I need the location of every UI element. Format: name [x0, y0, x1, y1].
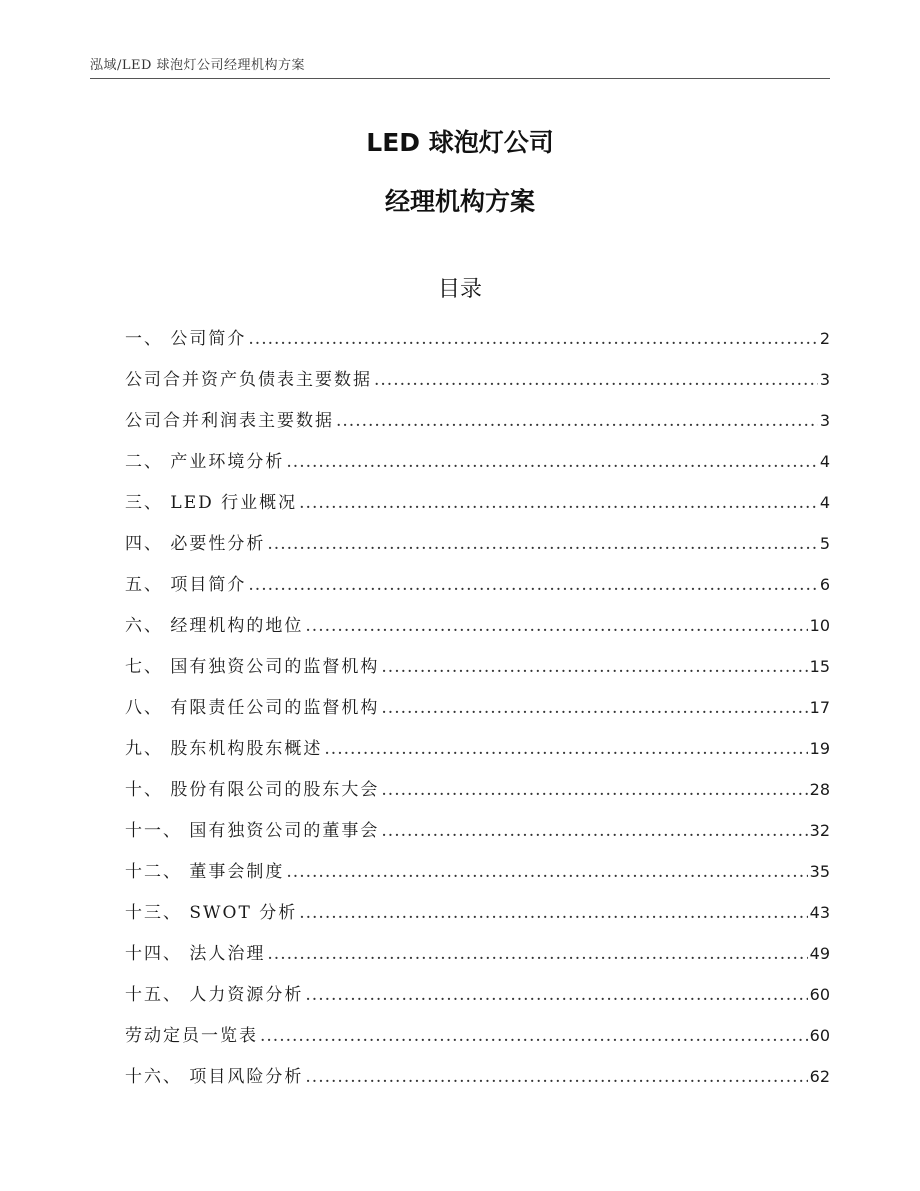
toc-entry-label: 五、 项目简介: [125, 575, 247, 595]
toc-entry[interactable]: [125, 816, 830, 857]
toc-entry-label: 八、 有限责任公司的监督机构: [125, 698, 380, 718]
header-divider: [90, 78, 830, 79]
toc-leader-dots: [267, 944, 807, 964]
toc-entry-page: 60: [809, 1026, 830, 1045]
toc-entry-label: 十二、 董事会制度: [125, 862, 285, 882]
toc-entry-label: 十四、 法人治理: [125, 944, 266, 964]
toc-entry-label: 公司合并资产负债表主要数据: [125, 370, 372, 390]
toc-leader-dots: [305, 1067, 807, 1087]
running-header: 泓域/LED 球泡灯公司经理机构方案: [90, 58, 306, 73]
toc-entry[interactable]: [125, 898, 830, 939]
toc-entry-page: 6: [819, 575, 830, 594]
toc-leader-dots: [260, 1026, 808, 1046]
toc-entry[interactable]: [125, 775, 830, 816]
toc-entry-label: 四、 必要性分析: [125, 534, 266, 554]
toc-entry-page: 32: [809, 821, 830, 840]
table-of-contents: [125, 324, 830, 1103]
toc-entry[interactable]: [125, 734, 830, 775]
toc-entry-label: 十五、 人力资源分析: [125, 985, 304, 1005]
toc-entry-label: 十一、 国有独资公司的董事会: [125, 821, 380, 841]
toc-entry-label: 劳动定员一览表: [125, 1026, 258, 1046]
toc-entry-label: 十六、 项目风险分析: [125, 1067, 304, 1087]
toc-entry-page: 4: [819, 452, 830, 471]
toc-entry-page: 3: [819, 411, 830, 430]
toc-entry-label: 二、 产业环境分析: [125, 452, 285, 472]
toc-leader-dots: [286, 862, 807, 882]
toc-entry-page: 60: [809, 985, 830, 1004]
toc-entry-page: 28: [809, 780, 830, 799]
toc-entry[interactable]: [125, 488, 830, 529]
toc-entry[interactable]: [125, 406, 830, 447]
toc-entry[interactable]: [125, 570, 830, 611]
toc-entry-page: 4: [819, 493, 830, 512]
toc-entry-page: 5: [819, 534, 830, 553]
toc-entry[interactable]: [125, 1062, 830, 1103]
toc-entry[interactable]: [125, 693, 830, 734]
toc-leader-dots: [324, 739, 807, 759]
toc-leader-dots: [336, 411, 818, 431]
toc-entry[interactable]: [125, 1021, 830, 1062]
toc-entry-label: 公司合并利润表主要数据: [125, 411, 334, 431]
toc-entry[interactable]: [125, 857, 830, 898]
toc-entry-page: 35: [809, 862, 830, 881]
toc-entry-page: 2: [819, 329, 830, 348]
toc-leader-dots: [374, 370, 818, 390]
toc-leader-dots: [381, 780, 807, 800]
toc-entry[interactable]: [125, 939, 830, 980]
toc-entry-label: 一、 公司简介: [125, 329, 247, 349]
toc-entry[interactable]: [125, 980, 830, 1021]
toc-leader-dots: [267, 534, 817, 554]
toc-leader-dots: [381, 698, 807, 718]
toc-entry-label: 十、 股份有限公司的股东大会: [125, 780, 380, 800]
toc-entry-page: 10: [809, 616, 830, 635]
toc-leader-dots: [381, 821, 807, 841]
toc-leader-dots: [248, 575, 817, 595]
toc-leader-dots: [248, 329, 817, 349]
toc-leader-dots: [381, 657, 807, 677]
toc-entry-page: 49: [809, 944, 830, 963]
toc-leader-dots: [305, 616, 807, 636]
toc-entry-label: 九、 股东机构股东概述: [125, 739, 323, 759]
toc-leader-dots: [299, 903, 807, 923]
toc-entry-label: 七、 国有独资公司的监督机构: [125, 657, 380, 677]
toc-entry[interactable]: [125, 652, 830, 693]
document-title-line-1: LED 球泡灯公司: [366, 128, 554, 157]
toc-entry[interactable]: [125, 324, 830, 365]
toc-entry-page: 43: [809, 903, 830, 922]
document-title-line-2: 经理机构方案: [384, 187, 535, 216]
toc-leader-dots: [305, 985, 807, 1005]
toc-entry-page: 17: [809, 698, 830, 717]
toc-entry-page: 19: [809, 739, 830, 758]
toc-entry-label: 三、 LED 行业概况: [125, 493, 298, 513]
toc-entry-page: 3: [819, 370, 830, 389]
toc-entry-label: 十三、 SWOT 分析: [125, 903, 298, 923]
toc-heading: 目录: [437, 277, 482, 302]
toc-leader-dots: [299, 493, 818, 513]
toc-entry-page: 62: [809, 1067, 830, 1086]
toc-entry[interactable]: [125, 447, 830, 488]
toc-entry[interactable]: [125, 529, 830, 570]
toc-leader-dots: [286, 452, 817, 472]
toc-entry-label: 六、 经理机构的地位: [125, 616, 304, 636]
toc-entry-page: 15: [809, 657, 830, 676]
toc-entry[interactable]: [125, 365, 830, 406]
toc-entry[interactable]: [125, 611, 830, 652]
